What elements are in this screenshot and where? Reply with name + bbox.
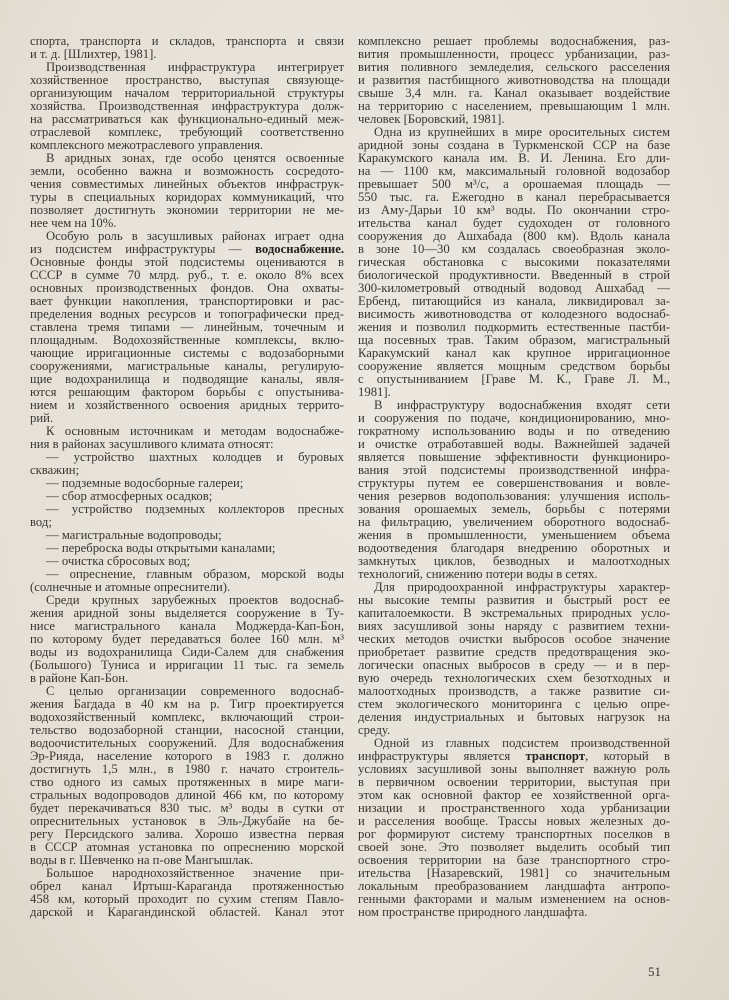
text-line: С целью организации современного водоснаб-: [46, 684, 344, 698]
text-line: нисе магистрального канала Моджерда-Кап-Бон,: [30, 619, 344, 633]
text-line: Эр-Рияда, население которого в 1983 г. должно: [30, 749, 344, 763]
text-line: площадным. Водохозяйственные комплексы, вклю-: [30, 333, 344, 347]
text-line: условиях засушливой зоны выполняет важную роль: [358, 762, 670, 776]
text-line: на — 1100 км, максимальный головной водозабор: [358, 164, 670, 178]
text-line: Одной из главных подсистем производственной: [374, 736, 670, 750]
text-line: тельство водозаборной станции, насосной станции,: [30, 723, 344, 737]
text-line: отраслевой комплекс, требующий соответственно: [30, 125, 344, 139]
text-line: этом как основной фактор ее хозяйственной орга-: [358, 788, 670, 802]
text-line: Производственная инфраструктура интегрирует: [46, 60, 344, 74]
text-line: замкнутых циклов, безводных и малоотходных: [358, 554, 670, 568]
text-line: Особую роль в засушливых районах играет одна: [46, 229, 344, 243]
text-line: капиталоемкости. В экстремальных природных усло-: [358, 606, 670, 620]
text-line: чения резервов водопользования: улучшения исполь-: [358, 489, 670, 503]
text-line: генными факторами и малым изменением на основ-: [358, 892, 670, 906]
text-line: гическая обстановка с высокими показателями: [358, 255, 670, 269]
text-line: среду.: [358, 723, 391, 737]
text-line: скважин;: [30, 463, 80, 477]
text-line: СССР в сумме 70 млрд. руб., т. е. около 8% всех: [30, 268, 344, 282]
text-line: будет перекачиваться 830 тыс. м³ воды в сутки от: [30, 801, 344, 815]
paragraph: [30, 61, 344, 152]
text-line: с опустыниванием [Граве М. К., Граве Л. М.,: [358, 372, 670, 386]
text-line: водоочистительных сооружений. Для водоснабжения: [30, 736, 344, 750]
text-line: вает функции накопления, транспортировки и рас-: [30, 294, 344, 308]
text-line: вод;: [30, 515, 52, 529]
text-line: хозяйственное пространство, выступая связующе-: [30, 73, 344, 87]
text-line: вития поливного земледелия, сельского расселения: [358, 60, 670, 74]
text-line: опреснительных установок в Эль-Джубайе на бе-: [30, 814, 344, 828]
text-fragment: из подсистем инфраструктуры —: [30, 242, 256, 256]
text-line: ща посевных трав. Таким образом, магистральный: [358, 333, 670, 347]
text-line: низации и пространственного хода урбанизации: [358, 801, 670, 815]
text-line: щие водохранилища и подводящие каналы, явля-: [30, 372, 344, 386]
text-line: комплексно решает проблемы водоснабжения, раз-: [358, 34, 670, 48]
paragraph: [30, 503, 344, 529]
paragraph: [358, 399, 670, 581]
text-line: биологической продуктивности. Введенный в строй: [358, 268, 670, 282]
text-line: нием и хозяйственного освоения аридных террито-: [30, 398, 344, 412]
text-line: из Аму-Дарьи 10 км³ воды. По окончании стро-: [358, 203, 670, 217]
text-line: освоения территории на базе транспортного стро-: [358, 853, 670, 867]
text-line: чения совместимых линейных объектов инфраструк-: [30, 177, 344, 191]
text-line: Каракумский канал как крупное ирригационное: [358, 346, 670, 360]
text-line: — магистральные водопроводы;: [46, 528, 222, 542]
text-line: (солнечные и атомные опреснители).: [30, 580, 231, 594]
text-line: рог формируют систему транспортных поселков в: [358, 827, 670, 841]
text-line: приобретает развитие средств предотвращения эко-: [358, 645, 670, 659]
text-line: пределения водных ресурсов и топографически пред-: [30, 307, 344, 321]
text-line: К основным источникам и методам водоснабже-: [46, 424, 344, 438]
text-line: в СССР атомная установка по опреснению морской: [30, 840, 344, 854]
text-line: Для природоохранной инфраструктуры характер-: [374, 580, 670, 594]
text-line: на фильтрацию, увеличением оборотного водоснаб-: [358, 515, 670, 529]
text-line: Основные фонды этой подсистемы оцениваются в: [30, 255, 344, 269]
text-line: сооружение является мощным средством борьбы: [358, 359, 670, 373]
text-line: ставлена тремя типами — линейным, точечным и: [30, 320, 344, 334]
text-line: — подземные водосборные галереи;: [46, 476, 244, 490]
text-line: жения и позволил подкормить естественные пастби-: [358, 320, 670, 334]
text-line: ны высокие темпы развития и быстрый рост ее: [358, 593, 670, 607]
paragraph: [30, 35, 344, 61]
text-line: и сооружения по подаче, кондиционированию, мно-: [358, 411, 670, 425]
text-line: в первичном освоении территории, выступая при: [358, 775, 670, 789]
text-line: туры в специальных коридорах коммуникаций, что: [30, 190, 344, 204]
text-line: ство одного из самых протяженных в мире маги-: [30, 775, 344, 789]
text-line: ются решающим фактором борьбы с опустынива-: [30, 385, 344, 399]
text-line: Большое народнохозяйственное значение при-: [46, 866, 344, 880]
text-line: комплексного межотраслевого управления.: [30, 138, 264, 152]
text-line: воды в г. Шевченко на п-ове Мангышлак.: [30, 853, 254, 867]
text-line: ния в районах засушливого климата относят:: [30, 437, 274, 451]
text-line: в районе Кап-Бон.: [30, 671, 129, 685]
text-line: спорта, транспорта и складов, транспорта и связи: [30, 34, 344, 48]
text-line: В инфраструктуру водоснабжения входят сети: [374, 398, 670, 412]
text-line: Каракумского канала им. В. И. Ленина. Его дли-: [358, 151, 670, 165]
text-line: человек [Боровский, 1981].: [358, 112, 505, 126]
text-line: чающие ирригационные системы с водозаборными: [30, 346, 344, 360]
text-line: — опреснение, главным образом, морской воды: [46, 567, 344, 581]
text-line: и т. д. [Шлихтер, 1981].: [30, 47, 157, 61]
text-line: В аридных зонах, где особо ценятся освоенные: [46, 151, 344, 165]
text-line: на рассматриваться как функционально-единый меж-: [30, 112, 344, 126]
right-column: [358, 35, 670, 919]
text-line: ном пространстве природного ландшафта.: [358, 905, 588, 919]
text-line: рий.: [30, 411, 54, 425]
text-line: Среди крупных зарубежных проектов водоснаб-: [46, 593, 344, 607]
text-line: хозяйства. Производственная инфраструктура долж-: [30, 99, 344, 113]
text-line: ительства [Назаревский, 1981] со значительным: [358, 866, 670, 880]
bold-term: водоснабжение.: [255, 242, 344, 256]
text-line: жения Багдада в 40 км на р. Тигр проектируется: [30, 697, 344, 711]
text-line: сооружениями, магистральные каналы, регулирую-: [30, 359, 344, 373]
left-column: [30, 35, 344, 919]
text-line: 550 тыс. га. Ежегодно в канал перебрасывается: [358, 190, 670, 204]
paragraph: [30, 230, 344, 425]
paragraph: [30, 425, 344, 451]
text-line: Ербенд, питающийся из канала, ликвидировал за-: [358, 294, 670, 308]
paragraph: [358, 737, 670, 919]
text-line: стем экологического мониторинга с целью опре-: [358, 697, 670, 711]
text-line: дарской и Карагандинской областей. Канал этот: [30, 905, 344, 919]
text-line: обрел канал Иртыш-Караганда протяженностью: [30, 879, 344, 893]
text-line: организующим началом территориальной структуры: [30, 86, 344, 100]
text-line: технологий, снижению потери воды в сетях.: [358, 567, 598, 581]
text-line: аридной зоны создана в Туркменской ССР на базе: [358, 138, 670, 152]
text-line: — устройство подземных коллекторов пресных: [46, 502, 344, 516]
text-line: малоотходных производств, а также развитие си-: [358, 684, 670, 698]
text-line: водоотведения благодаря внедрению оборотных и: [358, 541, 670, 555]
text-line: вую очередь технологических схем безотходных и: [358, 671, 670, 685]
text-line: структуры путем ее совершенствования и вовле-: [358, 476, 670, 490]
text-line: на территорию с населением, превышающим 1 млн.: [358, 99, 670, 113]
text-line: виях засушливой зоны наряду с развитием техни-: [358, 619, 670, 633]
text-line: нее чем на 10%.: [30, 216, 117, 230]
paragraph: [358, 126, 670, 399]
text-line: земли, особенно важна и возможность сосредото-: [30, 164, 344, 178]
paragraph: [30, 568, 344, 594]
text-line: регу Персидского залива. Хорошо известна первая: [30, 827, 344, 841]
text-line: — сбор атмосферных осадков;: [46, 489, 213, 503]
text-fragment: , который в: [585, 749, 670, 763]
text-line: достигнуть 1,5 млн., в 1980 г. начато строитель-: [30, 762, 344, 776]
text-line: 300-километровый отводный водовод Ашхабад —: [358, 281, 670, 295]
text-line: и очистке отработавшей воды. Важнейшей задачей: [358, 437, 670, 451]
text-line: зования орошаемых земель, борьбы с потерями: [358, 502, 670, 516]
text-line: сооружения до Ашхабада (800 км). Вдоль канала: [358, 229, 670, 243]
text-line: жения аридной зоны выделяется сооружение в Ту-: [30, 606, 344, 620]
text-line: — переброска воды открытыми каналами;: [46, 541, 276, 555]
text-line: своей зоне. Это позволяет выделить особый тип: [358, 840, 670, 854]
text-line: вания этой подсистемы производственной инфра-: [358, 463, 670, 477]
text-line: ительства канал будет судоходен от головного: [358, 216, 670, 230]
text-line: гократному использованию воды и по отведению: [358, 424, 670, 438]
text-line: локальным преобразованием ландшафта антропо-: [358, 879, 670, 893]
text-line: 1981].: [358, 385, 391, 399]
text-line: превышает 500 м³/с, а орошаемая площадь —: [358, 177, 670, 191]
text-line: 458 км, который проходит по сухим степям Павло-: [30, 892, 344, 906]
text-line: жения в промышленности, уменьшением объема: [358, 528, 670, 542]
text-line: деления индустриальных и бытовых нагрузок на: [358, 710, 670, 724]
paragraph: [30, 594, 344, 685]
paragraph: [30, 867, 344, 919]
text-line: стральных водопроводов длиной 466 км, по которому: [30, 788, 344, 802]
text-line: ческих методов очистки выбросов особое значение: [358, 632, 670, 646]
text-line: висимость животноводства от колодезного водоснаб-: [358, 307, 670, 321]
text-line: — очистка сбросовых вод;: [46, 554, 191, 568]
text-line: Одна из крупнейших в мире оросительных систем: [374, 125, 670, 139]
text-line: вития промышленности, процесс урбанизации, раз-: [358, 47, 670, 61]
paragraph: [358, 35, 670, 126]
text-line: по которому будет передаваться более 160 млн. м³: [30, 632, 344, 646]
text-line: является повышение эффективности функциониро-: [358, 450, 670, 464]
text-line: водохозяйственный комплекс, включающий строи-: [30, 710, 344, 724]
paragraph: [30, 152, 344, 230]
paragraph: [30, 451, 344, 477]
text-line: (Большого) Туниса и ирригации 11 тыс. га земель: [30, 658, 344, 672]
text-line: и развития пастбищного животноводства на площади: [358, 73, 670, 87]
text-line: свыше 3,4 млн. га. Канал оказывает воздействие: [358, 86, 670, 100]
text-line: позволяет достигнуть экономии территории не ме-: [30, 203, 344, 217]
page-number: 51: [648, 964, 661, 979]
text-line: логически опасных выбросов в среду — и в пер-: [358, 658, 670, 672]
text-line: воды из водохранилища Сиди-Салем для снабжения: [30, 645, 344, 659]
bold-term: транспорт: [525, 749, 586, 763]
text-line: — устройство шахтных колодцев и буровых: [46, 450, 344, 464]
text-line: и расселения вообще. Трассы новых железных до-: [358, 814, 670, 828]
text-fragment: инфраструктуры является: [358, 749, 526, 763]
text-line: основных производственных фондов. Она охваты-: [30, 281, 344, 295]
paragraph: [358, 581, 670, 737]
paragraph: [30, 685, 344, 867]
text-line: в зоне 10—30 км создалась своеобразная эколо-: [358, 242, 670, 256]
